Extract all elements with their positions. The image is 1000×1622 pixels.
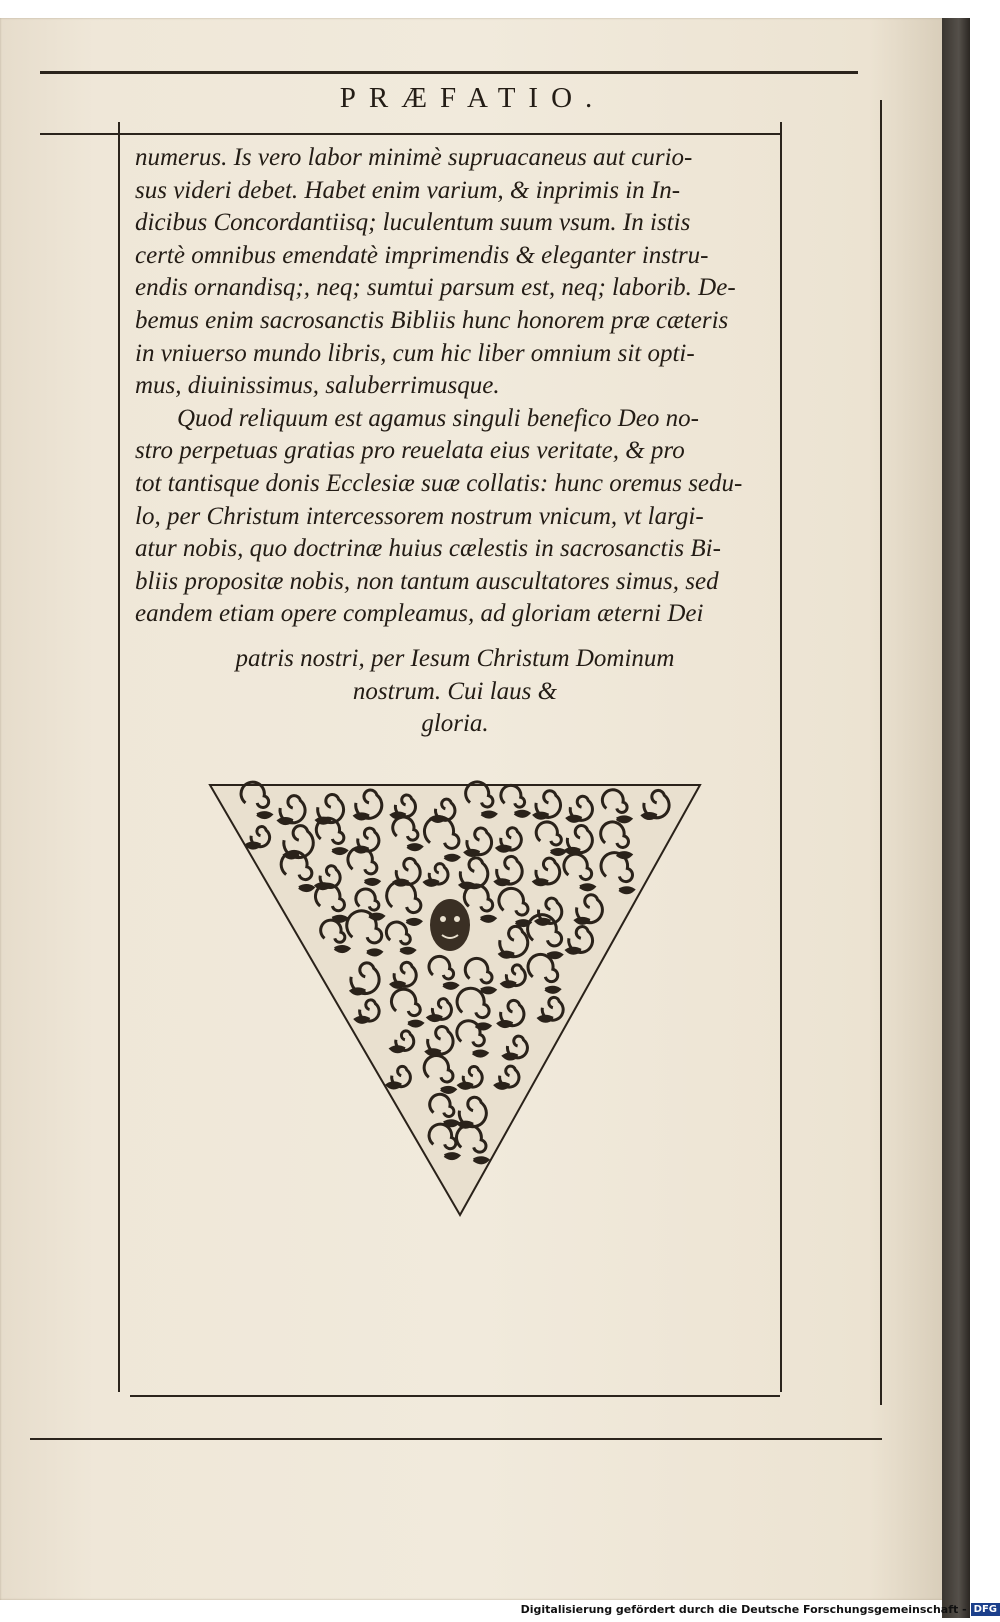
- leaf-flourish: [445, 1154, 459, 1159]
- leaf-flourish: [425, 880, 439, 885]
- leaf-flourish: [474, 1158, 488, 1163]
- leaf-flourish: [279, 819, 293, 824]
- leaf-flourish: [500, 952, 514, 957]
- bottom-outer-rule: [30, 1438, 882, 1440]
- text-line: lo, per Christum intercessorem nostrum vnicum, vt largi-: [135, 502, 704, 530]
- text-line: bemus enim sacrosanctis Bibliis hunc honorem præ cæteris: [135, 306, 729, 334]
- leaf-flourish: [473, 1051, 487, 1056]
- leaf-flourish: [356, 1017, 370, 1022]
- text-line: bliis propositæ nobis, non tantum auscultatores simus, sed: [135, 567, 719, 595]
- leaf-flourish: [465, 850, 479, 855]
- right-frame-rule-outer: [880, 100, 882, 1405]
- leaf-flourish: [497, 846, 511, 851]
- leaf-flourish: [441, 1087, 455, 1092]
- leaf-flourish: [391, 982, 405, 987]
- leaf-flourish: [567, 948, 581, 953]
- leaf-flourish: [580, 885, 594, 890]
- text-line: Quod reliquum est agamus singuli benefico Deo no-: [177, 404, 699, 432]
- leaf-flourish: [566, 848, 580, 853]
- text-line: in vniuerso mundo libris, cum hic liber omnium sit opti-: [135, 339, 695, 367]
- text-line: sus videri debet. Habet enim varium, & inprimis in In-: [135, 176, 681, 204]
- leaf-flourish: [355, 814, 369, 819]
- text-line: atur nobis, quo doctrinæ huius cælestis in sacrosanctis Bi-: [135, 535, 721, 563]
- leaf-flourish: [332, 849, 346, 854]
- text-line: patris nostri, per Iesum Christum Dominum: [235, 645, 675, 672]
- leaf-flourish: [534, 880, 548, 885]
- leaf-flourish: [459, 1083, 473, 1088]
- mask-face-icon: [430, 899, 470, 951]
- text-line: dicibus Concordantiisq; luculentum suum vsum. In istis: [135, 209, 691, 237]
- fleuron-ornament: [205, 775, 705, 1220]
- header-under-rule: [40, 133, 780, 135]
- leaf-flourish: [576, 918, 590, 923]
- leaf-flourish: [367, 950, 381, 955]
- book-spine: [942, 18, 970, 1618]
- text-line: nostrum. Cui laus &: [352, 677, 558, 705]
- leaf-flourish: [496, 880, 510, 885]
- leaf-flourish: [498, 1022, 512, 1027]
- leaf-flourish: [407, 845, 421, 850]
- leaf-flourish: [551, 849, 565, 854]
- left-frame-rule: [118, 122, 120, 1392]
- leaf-flourish: [427, 1050, 441, 1055]
- leaf-flourish: [536, 919, 550, 924]
- text-line: mus, diuinissimus, saluberrimusque.: [135, 372, 500, 400]
- preface-closing-text: [135, 643, 775, 741]
- leaf-flourish: [482, 812, 496, 817]
- leaf-flourish: [504, 1054, 518, 1059]
- leaf-flourish: [643, 814, 657, 819]
- leaf-flourish: [391, 1047, 405, 1052]
- leaf-flourish: [502, 982, 516, 987]
- leaf-flourish: [299, 886, 313, 891]
- text-line: certè omnibus emendatè imprimendis & eleganter instru-: [135, 241, 709, 269]
- leaf-flourish: [365, 879, 379, 884]
- text-line: numerus. Is vero labor minimè supruacaneus aut curio-: [135, 144, 693, 171]
- leaf-flourish: [428, 1016, 442, 1021]
- page-header-title: PRÆFATIO.: [339, 82, 606, 114]
- dfg-logo: DFG: [971, 1603, 1000, 1616]
- digitization-credit: [521, 1603, 1000, 1616]
- leaf-flourish: [335, 947, 349, 952]
- leaf-flourish: [445, 855, 459, 860]
- leaf-flourish: [407, 919, 421, 924]
- leaf-flourish: [534, 813, 548, 818]
- leaf-flourish: [257, 813, 271, 818]
- leaf-flourish: [351, 989, 365, 994]
- right-frame-rule-inner: [780, 122, 782, 1392]
- leaf-flourish: [545, 987, 559, 992]
- preface-body-text: [135, 142, 775, 631]
- text-line: tot tantisque donis Ecclesiæ suæ collatis: hunc oremus sedu-: [135, 469, 743, 497]
- leaf-flourish: [400, 948, 414, 953]
- leaf-flourish: [617, 817, 631, 822]
- leaf-flourish: [619, 888, 633, 893]
- leaf-flourish: [539, 1016, 553, 1021]
- leaf-flourish: [515, 811, 529, 816]
- leaf-flourish: [408, 1021, 422, 1026]
- text-line: endis ornandisq;, neq; sumtui parsum est, neq; laborib. De-: [135, 274, 736, 302]
- leaf-flourish: [495, 1083, 509, 1088]
- top-rule: [40, 71, 858, 74]
- leaf-flourish: [481, 916, 495, 921]
- leaf-flourish: [247, 843, 261, 848]
- leaf-flourish: [481, 988, 495, 993]
- bottom-inner-rule: [130, 1395, 780, 1397]
- credit-text: Digitalisierung gefördert durch die Deutsche Forschungsgemeinschaft -: [520, 1603, 967, 1616]
- text-line: stro perpetuas gratias pro reuelata eius veritate, & pro: [135, 437, 685, 465]
- leaf-flourish: [568, 816, 582, 821]
- text-line: eandem etiam opere compleamus, ad gloriam æterni Dei: [135, 600, 704, 628]
- text-line: gloria.: [421, 710, 489, 738]
- leaf-flourish: [443, 983, 457, 988]
- leaf-flourish: [387, 1083, 401, 1088]
